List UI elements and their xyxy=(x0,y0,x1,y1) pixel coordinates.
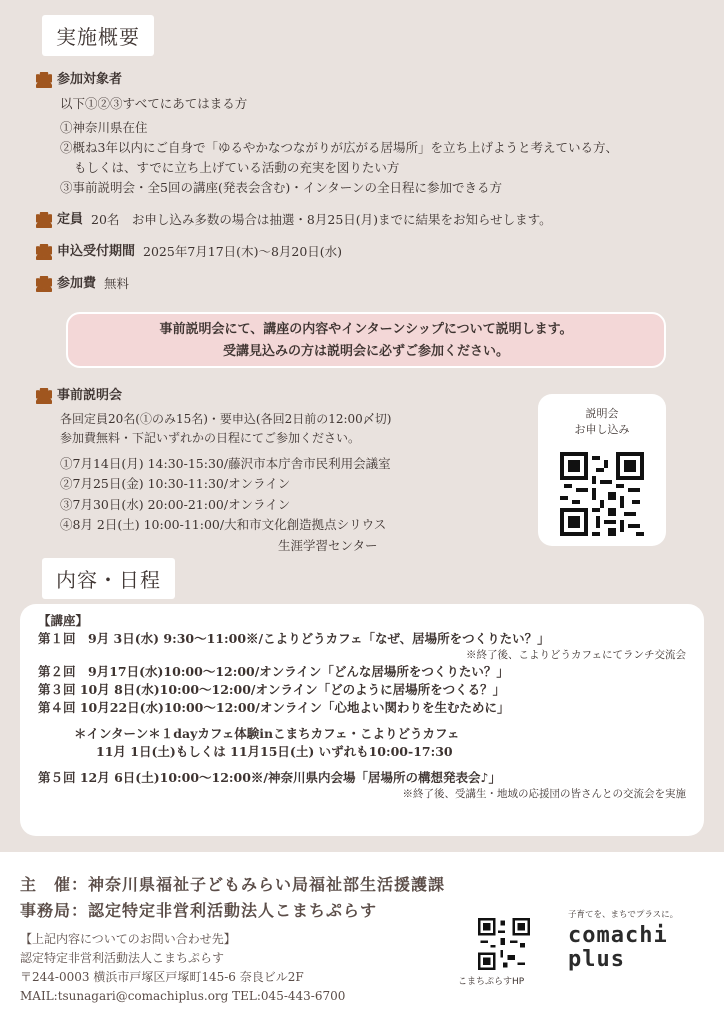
course-label: 【講座】 xyxy=(38,613,89,628)
qr-label: お申し込み xyxy=(574,423,630,436)
briefing-session: ①7月14日(月) 14:30-15:30/藤沢市本庁舎市民利用会議室 xyxy=(60,455,391,471)
brand-line: comachi xyxy=(568,923,668,948)
eligibility-intro: 以下①②③すべてにあてはまる方 xyxy=(60,96,248,111)
briefing-session: ③7月30日(水) 20:00-21:00/オンライン xyxy=(60,496,291,512)
intern-dates: 11月 1日(土)もしくは 11月15日(土) いずれも10:00-17:30 xyxy=(96,744,453,759)
briefing-label: 事前説明会 xyxy=(57,388,123,403)
flower-icon xyxy=(36,72,52,88)
capacity-value: 20名 お申し込み多数の場合は抽選・8月25日(月)までに結果をお知らせします。 xyxy=(91,212,552,227)
course-card xyxy=(20,604,704,836)
eligibility-item: もしくは、すでに立ち上げている活動の充実を図りたい方 xyxy=(74,160,400,175)
eligibility-label: 参加対象者 xyxy=(57,72,123,87)
hp-qr-code-icon[interactable] xyxy=(478,918,530,970)
eligibility-item: ①神奈川県在住 xyxy=(60,120,148,135)
contact-org: 認定特定非営利活動法人こまちぷらす xyxy=(20,951,225,965)
course-row: 第５回 12月 6日(土)10:00～12:00※/神奈川県内会場「居場所の構想発表会♪」 xyxy=(38,770,501,785)
office: 事務局：認定特定非営利活動法人こまちぷらす xyxy=(20,901,378,920)
contact-address: 〒244-0003 横浜市戸塚区戸塚町145-6 奈良ビル2F xyxy=(20,970,304,984)
hp-qr-label: こまちぷらすHP xyxy=(458,977,525,987)
flower-icon xyxy=(36,212,52,228)
eligibility-section xyxy=(36,70,618,198)
period-value: 2025年7月17日(木)～8月20日(水) xyxy=(143,244,343,259)
qr-label: 説明会 xyxy=(585,407,619,420)
eligibility-item: ③事前説明会・全5回の講座(発表会含む)・インターンの全日程に参加できる方 xyxy=(60,180,502,195)
course-row: 第３回 10月 8日(水)10:00～12:00/オンライン「どのように居場所をつくる？」 xyxy=(38,682,506,697)
intern-title: ＊インターン＊１dayカフェ体験inこまちカフェ・こよりどうカフェ xyxy=(74,726,460,741)
brand-line: plus xyxy=(568,947,625,972)
flower-icon xyxy=(36,388,52,404)
capacity-label: 定員 xyxy=(57,212,84,227)
notice-line: 事前説明会にて、講座の内容やインターンシップについて説明します。 xyxy=(159,322,573,337)
contact-block xyxy=(20,930,345,1006)
period-row xyxy=(36,242,342,262)
footer xyxy=(0,852,724,1024)
overview-heading: 実施概要 xyxy=(42,15,154,56)
briefing-session: ②7月25日(金) 10:30-11:30/オンライン xyxy=(60,476,291,491)
course-row: 第１回 9月 3日(水) 9:30～11:00※/こよりどうカフェ「なぜ、居場所をつくりたい？」 xyxy=(38,631,550,646)
brand-tagline: 子育てを、まちでプラスに。 xyxy=(568,910,679,920)
contact-mail-tel[interactable]: MAIL:tsunagari@comachiplus.org TEL:045-443-6700 xyxy=(20,989,346,1003)
course-row: 第４回 10月22日(水)10:00～12:00/オンライン「心地よい関わりを生むために」 xyxy=(38,700,510,715)
course-note: ※終了後、こよりどうカフェにてランチ交流会 xyxy=(466,649,686,661)
briefing-section xyxy=(36,386,391,556)
briefing-info: 参加費無料・下記いずれかの日程にてご参加ください。 xyxy=(60,430,361,445)
notice-line: 受講見込みの方は説明会に必ずご参加ください。 xyxy=(222,344,509,359)
flower-icon xyxy=(36,244,52,260)
fee-value: 無料 xyxy=(104,276,130,291)
contact-head: 【上記内容についてのお問い合わせ先】 xyxy=(20,932,236,946)
schedule-heading: 内容・日程 xyxy=(42,558,175,599)
flower-icon xyxy=(36,276,52,292)
organizer: 主 催：神奈川県福祉子どもみらい局福祉部生活援護課 xyxy=(20,875,446,894)
course-note: ※終了後、受講生・地域の応援団の皆さんとの交流会を実施 xyxy=(402,788,686,800)
briefing-session: ④8月 2日(土) 10:00-11:00/大和市文化創造拠点シリウス xyxy=(60,517,387,532)
qr-code-icon[interactable] xyxy=(560,452,644,536)
briefing-info: 各回定員20名(①のみ15名)・要申込(各回2日前の12:00〆切) xyxy=(60,411,392,426)
capacity-row xyxy=(36,210,552,230)
fee-label: 参加費 xyxy=(57,276,97,291)
notice-box xyxy=(66,312,666,368)
briefing-session-cont: 生涯学習センター xyxy=(278,537,378,553)
eligibility-item: ②概ね3年以内にご自身で「ゆるやかなつながりが広がる居場所」を立ち上げようと考えている方、 xyxy=(60,140,618,155)
course-row: 第２回 9月17日(水)10:00～12:00/オンライン「どんな居場所をつくりたい？」 xyxy=(38,664,509,679)
fee-row xyxy=(36,274,129,294)
period-label: 申込受付期間 xyxy=(57,244,136,259)
brand-logo xyxy=(568,924,668,972)
briefing-qr-card[interactable] xyxy=(538,394,666,546)
